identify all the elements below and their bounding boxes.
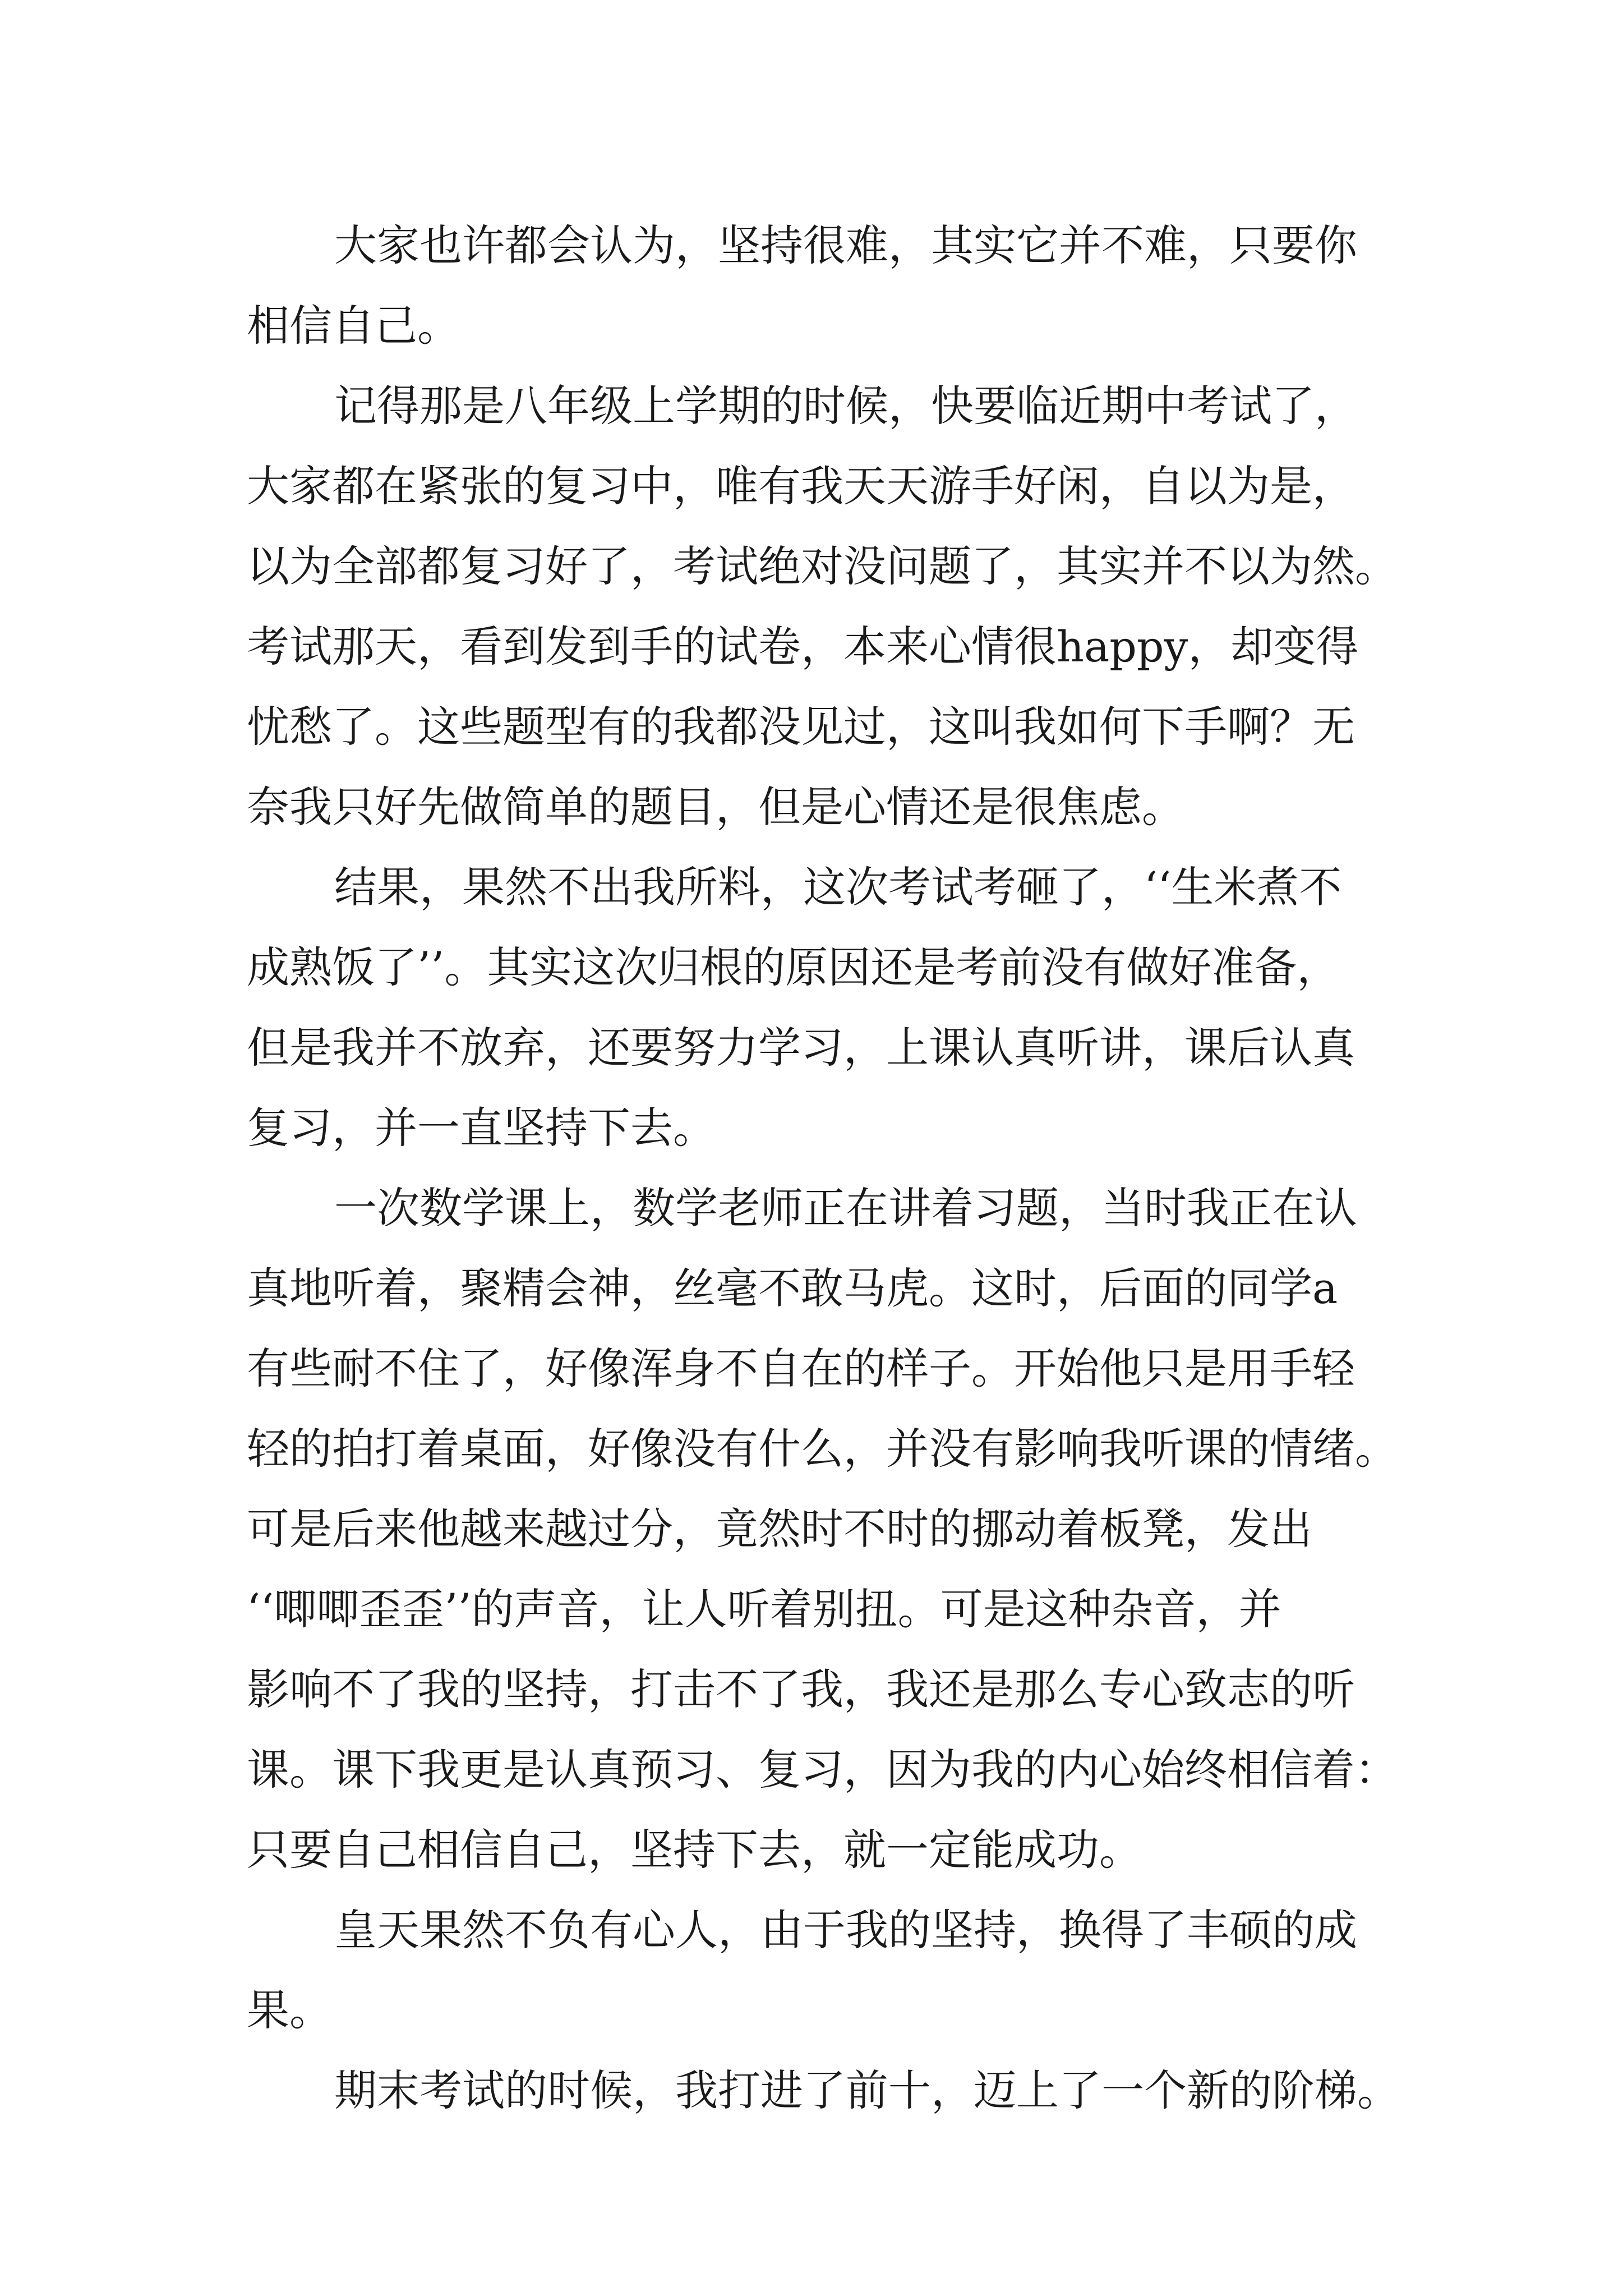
text-line: [0, 1733, 1623, 1806]
paragraph-text: 相信自己。: [247, 301, 460, 351]
text-line: [0, 370, 1623, 443]
paragraph-text: 皇天果然不负有心人，由于我的坚持，换得了丰硕的成: [334, 1905, 1357, 1955]
paragraph-text: 一次数学课上，数学老师正在讲着习题，当时我正在认: [334, 1183, 1357, 1233]
text-line: [0, 1011, 1623, 1084]
text-line: [0, 1092, 1623, 1165]
text-line: [0, 450, 1623, 523]
text-line: [0, 1332, 1623, 1405]
text-line: [0, 691, 1623, 763]
paragraph-text: 只要自己相信自己，坚持下去，就一定能成功。: [247, 1825, 1142, 1875]
paragraph-text: ‘‘唧唧歪歪’’的声音，让人听着别扭。可是这种杂音，并: [247, 1584, 1281, 1634]
paragraph-text: 记得那是八年级上学期的时候，快要临近期中考试了，: [334, 381, 1357, 431]
paragraph-text: 复习，并一直坚持下去。: [247, 1103, 716, 1153]
paragraph-text: 大家也许都会认为，坚持很难，其实它并不难，只要你: [334, 220, 1357, 270]
paragraph-text: 忧愁了。这些题型有的我都没见过，这叫我如何下手啊？无: [247, 702, 1355, 752]
text-line: [0, 851, 1623, 924]
text-line: [0, 1493, 1623, 1566]
text-line: [0, 1653, 1623, 1726]
text-line: [0, 1172, 1623, 1245]
paragraph-text: 结果，果然不出我所料，这次考试考砸了，‘‘生米煮不: [334, 862, 1342, 912]
paragraph-text: 奈我只好先做简单的题目，但是心情还是很焦虑。: [247, 782, 1184, 832]
paragraph-text: 但是我并不放弃，还要努力学习，上课认真听讲，课后认真: [247, 1023, 1355, 1073]
paragraph-text: 有些耐不住了，好像浑身不自在的样子。开始他只是用手轻: [247, 1343, 1355, 1393]
paragraph-text: 以为全部都复习好了，考试绝对没问题了，其实并不以为然。: [247, 541, 1398, 591]
text-line: [0, 1814, 1623, 1887]
paragraph-text: 期末考试的时候，我打进了前十，迈上了一个新的阶梯。: [334, 2065, 1400, 2115]
text-line: [0, 1573, 1623, 1646]
text-line: [0, 1894, 1623, 1967]
paragraph-text: 可是后来他越来越过分，竟然时不时的挪动着板凳，发出: [247, 1504, 1312, 1554]
text-line: [0, 1252, 1623, 1325]
text-line: [0, 289, 1623, 362]
text-line: [0, 1974, 1623, 2047]
text-line: [0, 209, 1623, 282]
paragraph-text: 轻的拍打着桌面，好像没有什么，并没有影响我听课的情绪。: [247, 1424, 1398, 1474]
paragraph-text: 果。: [247, 1985, 332, 2035]
paragraph-text: 课。课下我更是认真预习、复习，因为我的内心始终相信着：: [247, 1745, 1398, 1795]
text-line: [0, 530, 1623, 603]
text-line: [0, 771, 1623, 844]
text-line: [0, 1412, 1623, 1485]
paragraph-text: 大家都在紧张的复习中，唯有我天天游手好闲，自以为是，: [247, 461, 1355, 511]
paragraph-text: 影响不了我的坚持，打击不了我，我还是那么专心致志的听: [247, 1664, 1355, 1714]
paragraph-text: 真地听着，聚精会神，丝毫不敢马虎。这时，后面的同学a: [247, 1263, 1338, 1313]
text-line: [0, 931, 1623, 1004]
paragraph-text: 考试那天，看到发到手的试卷，本来心情很happy，却变得: [247, 622, 1359, 671]
paragraph-text: 成熟饭了’’。其实这次归根的原因还是考前没有做好准备，: [247, 942, 1340, 992]
text-line: [0, 610, 1623, 683]
text-line: [0, 2054, 1623, 2127]
